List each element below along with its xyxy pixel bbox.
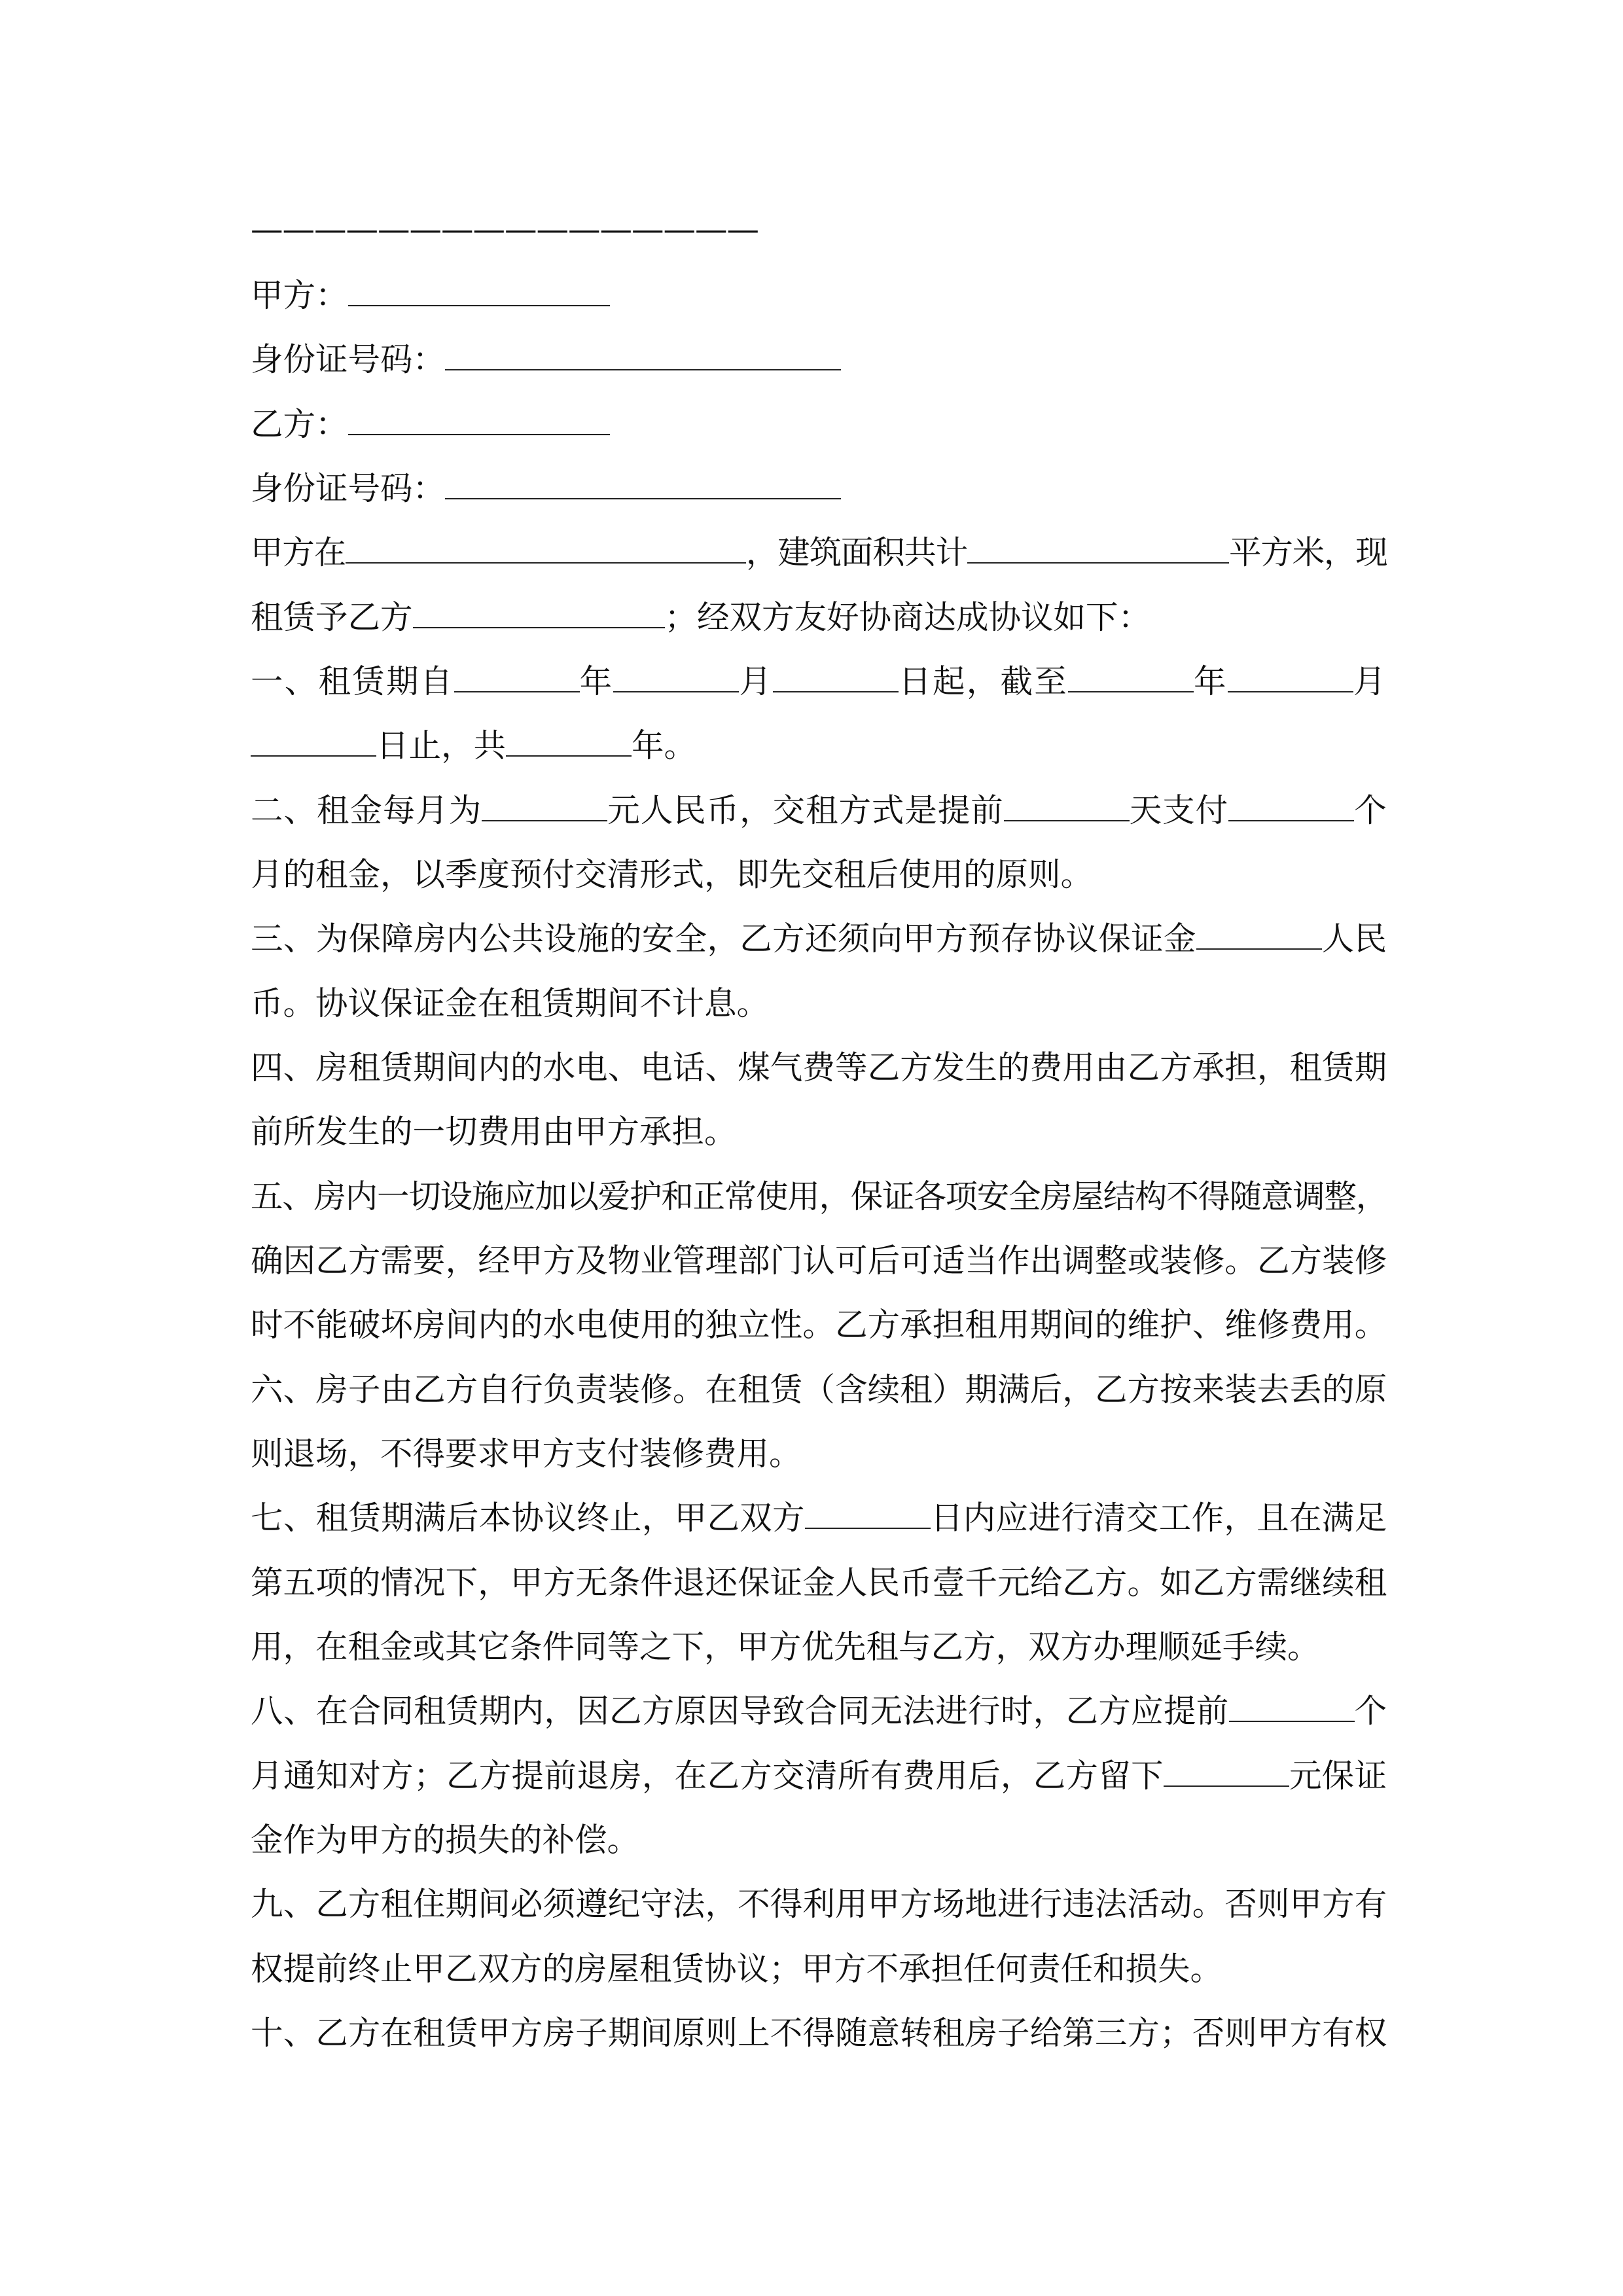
- party-a-id-line: 身份证号码：: [251, 339, 841, 380]
- handover-days-blank[interactable]: [805, 1501, 931, 1529]
- clause-7-line-2: 第五项的情况下，甲方无条件退还保证金人民币壹千元给乙方。如乙方需继续租: [251, 1564, 1387, 1602]
- forfeit-deposit-blank[interactable]: [1164, 1759, 1289, 1787]
- clause-5-line-2: 确因乙方需要，经甲方及物业管理部门认可后可适当作出调整或装修。乙方装修: [251, 1242, 1387, 1280]
- party-a-blank[interactable]: [348, 279, 610, 306]
- area-blank[interactable]: [967, 536, 1229, 564]
- clause-2-line-2: 月的租金，以季度预付交清形式，即先交租后使用的原则。: [251, 855, 1093, 893]
- total-years-blank[interactable]: [506, 729, 632, 757]
- clause-4-line-1: 四、房租赁期间内的水电、电话、煤气费等乙方发生的费用由乙方承担，租赁期: [251, 1049, 1387, 1086]
- party-b-id-line: 身份证号码：: [251, 468, 841, 509]
- start-day-blank[interactable]: [773, 665, 899, 692]
- clause-5-line-1: 五、房内一切设施应加以爱护和正常使用，保证各项安全房屋结构不得随意调整，: [251, 1177, 1387, 1215]
- party-b-id-blank[interactable]: [445, 472, 841, 499]
- clause-4-line-2: 前所发生的一切费用由甲方承担。: [251, 1113, 737, 1151]
- clause-9-line-1: 九、乙方租住期间必须遵纪守法，不得利用甲方场地进行违法活动。否则甲方有: [251, 1885, 1387, 1923]
- party-b-blank[interactable]: [348, 408, 610, 435]
- clause-6-line-2: 则退场，不得要求甲方支付装修费用。: [251, 1435, 802, 1473]
- clause-8-line-3: 金作为甲方的损失的补偿。: [251, 1821, 639, 1859]
- start-year-blank[interactable]: [454, 665, 580, 692]
- party-a-id-blank[interactable]: [445, 343, 841, 370]
- clause-6-line-1: 六、房子由乙方自行负责装修。在租赁（含续租）期满后，乙方按来装去丢的原: [251, 1371, 1387, 1408]
- party-b-line: 乙方：: [251, 404, 610, 444]
- clause-8-line-1: 八、在合同租赁期内，因乙方原因导致合同无法进行时，乙方应提前 个: [251, 1692, 1387, 1730]
- clause-5-line-3: 时不能破坏房间内的水电使用的独立性。乙方承担租用期间的维护、维修费用。: [251, 1306, 1387, 1344]
- clause-7-line-1: 七、租赁期满后本协议终止，甲乙双方 日内应进行清交工作，且在满足: [251, 1499, 1387, 1537]
- clause-1-line-1: 一、租赁期自 年 月 日起，截至 年 月: [251, 662, 1387, 700]
- property-line: 甲方在 ，建筑面积共计 平方米，现: [251, 533, 1387, 571]
- end-year-blank[interactable]: [1068, 665, 1194, 692]
- lease-purpose-blank[interactable]: [413, 601, 665, 628]
- months-paid-blank[interactable]: [1228, 794, 1354, 821]
- end-month-blank[interactable]: [1228, 665, 1353, 692]
- separator-dash-line: ————————————————: [251, 210, 758, 248]
- clause-8-line-2: 月通知对方；乙方提前退房，在乙方交清所有费用后，乙方留下 元保证: [251, 1757, 1387, 1795]
- deposit-blank[interactable]: [1196, 922, 1322, 950]
- notice-months-blank[interactable]: [1229, 1695, 1355, 1722]
- end-day-blank[interactable]: [251, 729, 376, 757]
- start-month-blank[interactable]: [613, 665, 739, 692]
- clause-3-line-2: 币。协议保证金在租赁期间不计息。: [251, 984, 769, 1022]
- clause-7-line-3: 用，在租金或其它条件同等之下，甲方优先租与乙方，双方办理顺延手续。: [251, 1628, 1320, 1666]
- party-a-line: 甲方：: [251, 275, 610, 315]
- clause-3-line-1: 三、为保障房内公共设施的安全，乙方还须向甲方预存协议保证金 人民: [251, 920, 1387, 958]
- clause-9-line-2: 权提前终止甲乙双方的房屋租赁协议；甲方不承担任何责任和损失。: [251, 1950, 1222, 1988]
- monthly-rent-blank[interactable]: [482, 794, 607, 821]
- clause-2-line-1: 二、租金每月为 元人民币，交租方式是提前 天支付 个: [251, 791, 1387, 829]
- advance-days-blank[interactable]: [1004, 794, 1130, 821]
- lease-to-line: 租赁予乙方 ；经双方友好协商达成协议如下：: [251, 598, 1150, 636]
- property-location-blank[interactable]: [346, 536, 746, 564]
- clause-1-line-2: 日止，共 年。: [251, 725, 696, 766]
- clause-10-line-1: 十、乙方在租赁甲方房子期间原则上不得随意转租房子给第三方；否则甲方有权: [251, 2014, 1387, 2052]
